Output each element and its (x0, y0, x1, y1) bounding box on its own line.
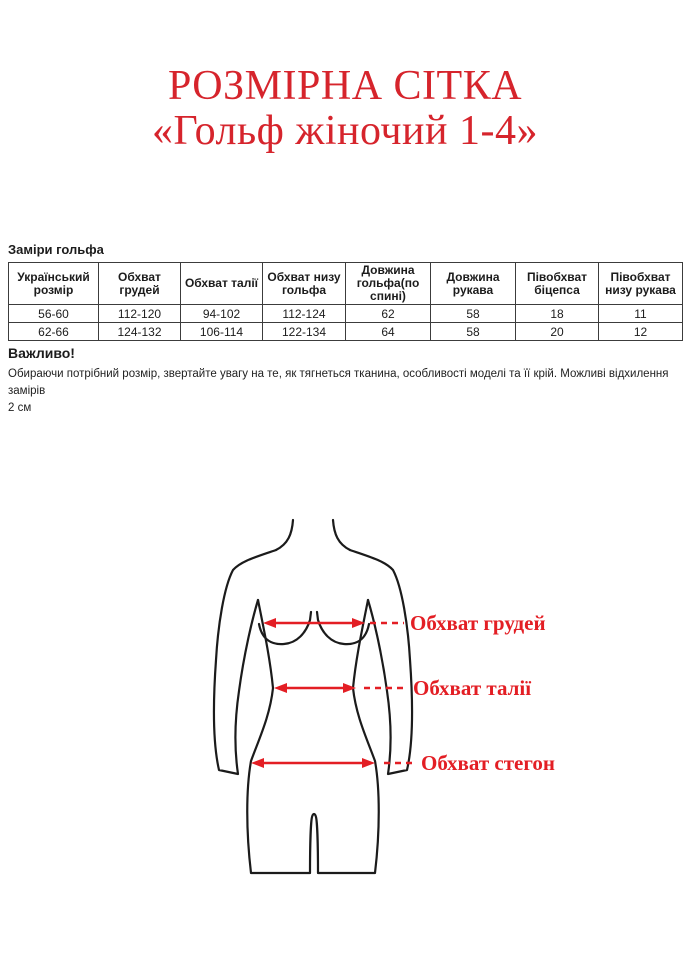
cell-chest-2: 124-132 (99, 323, 181, 341)
bust-arrow-left-head (263, 618, 276, 628)
cell-sleeve-1: 58 (431, 305, 516, 323)
measurements-section (0, 242, 690, 417)
cell-waist-2: 106-114 (181, 323, 263, 341)
cell-bottom-2: 122-134 (263, 323, 346, 341)
cell-sleeve-2: 58 (431, 323, 516, 341)
neck-left-line (276, 520, 293, 550)
cell-length-1: 62 (346, 305, 431, 323)
table-header-row (9, 263, 683, 305)
bust-label: Обхват грудей (410, 611, 546, 635)
title-line-1: РОЗМІРНА СІТКА (167, 63, 523, 109)
hips-arrow-left-head (251, 758, 264, 768)
header-waist: Обхват талії (181, 263, 263, 305)
note-heading: Важливо! (8, 345, 75, 361)
hips-label: Обхват стегон (421, 751, 555, 775)
cell-waist-1: 94-102 (181, 305, 263, 323)
header-chest: Обхват грудей (99, 263, 181, 305)
cell-cuff-2: 12 (599, 323, 683, 341)
bust-left-curve (259, 612, 311, 644)
cell-bicep-2: 20 (516, 323, 599, 341)
header-bottom-girth: Обхват низу гольфа (263, 263, 346, 305)
bust-right-curve (317, 612, 369, 644)
header-bicep: Півобхват біцепса (516, 263, 599, 305)
header-sleeve-length: Довжина рукава (431, 263, 516, 305)
title-line-2: «Гольф жіночий 1-4» (151, 108, 538, 154)
neck-right-line (333, 520, 350, 550)
size-table (8, 262, 683, 341)
cell-bicep-1: 18 (516, 305, 599, 323)
header-sleeve-bottom: Півобхват низу рукава (599, 263, 683, 305)
waist-label: Обхват талії (413, 676, 532, 700)
table-row (9, 323, 683, 341)
cell-bottom-1: 112-124 (263, 305, 346, 323)
table-row (9, 305, 683, 323)
header-ukr-size: Український розмір (9, 263, 99, 305)
header-length-back: Довжина гольфа(по спині) (346, 263, 431, 305)
note-body-line-2: 2 см (8, 402, 32, 414)
cell-cuff-1: 11 (599, 305, 683, 323)
note-body (8, 366, 682, 417)
cell-length-2: 64 (346, 323, 431, 341)
cell-size-2: 62-66 (9, 323, 99, 341)
note-body-line-1: Обираючи потрібний розмір, звертайте увагу на те, як тягнеться тканина, особливості моделі та її крій. Можливі відхилення замірів (8, 368, 669, 397)
body-measurement-diagram (0, 490, 690, 920)
hips-arrow-right-head (362, 758, 375, 768)
table-caption: Заміри гольфа (8, 242, 104, 257)
left-arm-outline (214, 550, 276, 774)
waist-arrow-left-head (274, 683, 287, 693)
page-title (0, 0, 690, 154)
cell-size-1: 56-60 (9, 305, 99, 323)
right-arm-outline (350, 550, 412, 774)
cell-chest-1: 112-120 (99, 305, 181, 323)
